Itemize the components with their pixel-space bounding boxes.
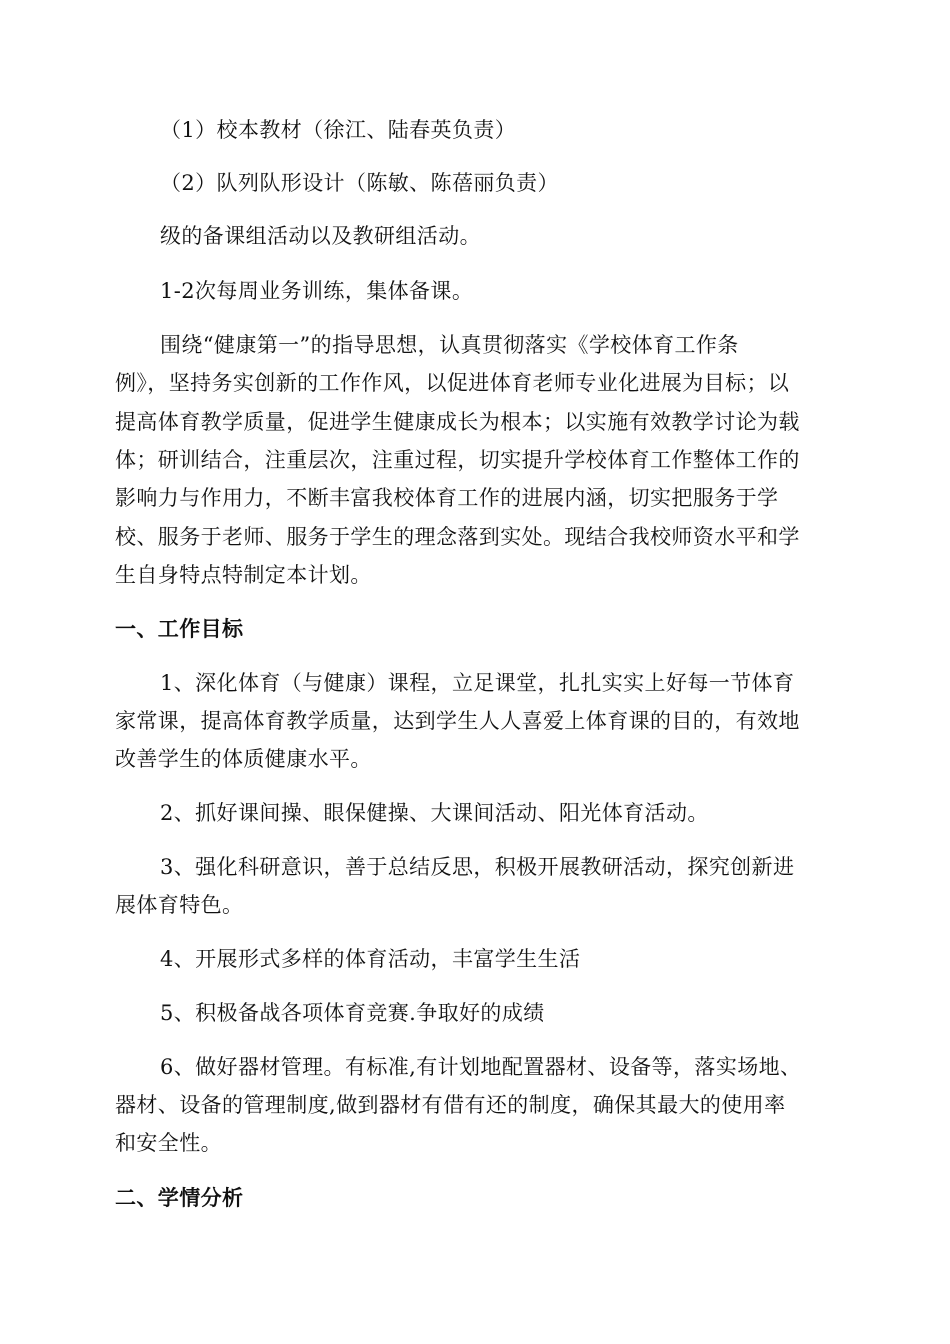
- paragraph-line: 1-2次每周业务训练，集体备课。: [160, 279, 474, 303]
- list-item-school-textbook: （1）校本教材（徐江、陆春英负责）: [160, 118, 517, 142]
- goal-item-line: 4、开展形式多样的体育活动，丰富学生生活: [160, 947, 581, 971]
- intro-paragraph-line: 提高体育教学质量，促进学生健康成长为根本；以实施有效教学讨论为载: [115, 410, 800, 434]
- goal-item-line: 展体育特色。: [115, 893, 244, 917]
- intro-paragraph-line: 围绕“健康第一”的指导思想，认真贯彻落实《学校体育工作条: [160, 333, 739, 357]
- goal-item-line: 和安全性。: [115, 1131, 222, 1155]
- list-item-formation-design: （2）队列队形设计（陈敏、陈蓓丽负责）: [160, 171, 559, 195]
- goal-item-line: 1、深化体育（与健康）课程，立足课堂，扎扎实实上好每一节体育: [160, 671, 795, 695]
- goal-item-line: 3、强化科研意识，善于总结反思，积极开展教研活动，探究创新进: [160, 855, 795, 879]
- goal-item-line: 6、做好器材管理。有标准,有计划地配置器材、设备等，落实场地、: [160, 1055, 802, 1079]
- goal-item-line: 器材、设备的管理制度,做到器材有借有还的制度，确保其最大的使用率: [115, 1093, 786, 1117]
- goal-item-line: 5、积极备战各项体育竞赛.争取好的成绩: [160, 1001, 545, 1025]
- goal-item-line: 2、抓好课间操、眼保健操、大课间活动、阳光体育活动。: [160, 801, 709, 825]
- intro-paragraph-line: 生自身特点特制定本计划。: [115, 563, 372, 587]
- intro-paragraph-line: 例》，坚持务实创新的工作作风，以促进体育老师专业化进展为目标；以: [115, 371, 790, 395]
- goal-item-line: 家常课，提高体育教学质量，达到学生人人喜爱上体育课的目的，有效地: [115, 709, 800, 733]
- section-heading-student-analysis: 二、学情分析: [115, 1186, 244, 1210]
- intro-paragraph-line: 影响力与作用力，不断丰富我校体育工作的进展内涵，切实把服务于学: [115, 486, 779, 510]
- intro-paragraph-line: 校、服务于老师、服务于学生的理念落到实处。现结合我校师资水平和学: [115, 525, 800, 549]
- intro-paragraph-line: 体；研训结合，注重层次，注重过程，切实提升学校体育工作整体工作的: [115, 448, 800, 472]
- goal-item-line: 改善学生的体质健康水平。: [115, 747, 372, 771]
- paragraph-line: 级的备课组活动以及教研组活动。: [160, 224, 481, 248]
- section-heading-work-goals: 一、工作目标: [115, 617, 244, 641]
